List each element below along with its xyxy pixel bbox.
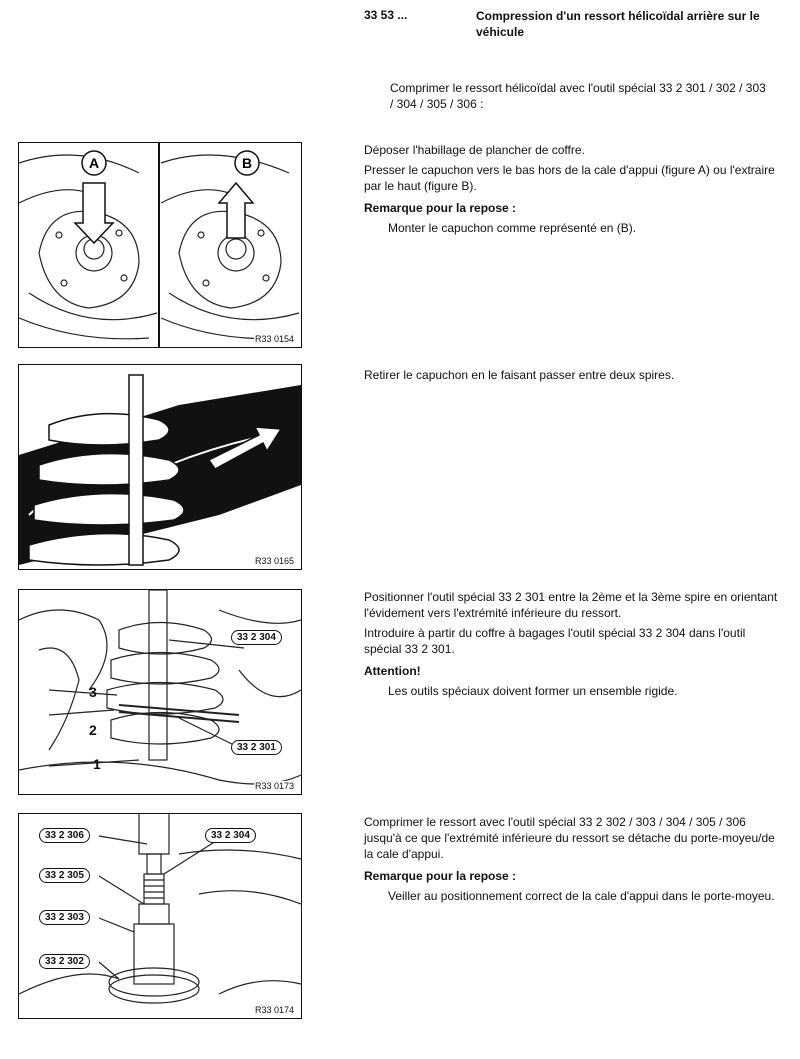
tool-callout-301: 33 2 301 [231, 740, 282, 755]
callout-number-3: 3 [89, 684, 97, 700]
tool-callout-302: 33 2 302 [39, 954, 90, 969]
figure-compression-tools [18, 813, 302, 1019]
intro-text: Comprimer le ressort hélicoïdal avec l'outil spécial 33 2 301 / 302 / 303 / 304 / 305 / 306 : [390, 81, 766, 111]
figure-ref: R33 0154 [254, 334, 294, 344]
figure-ref: R33 0174 [254, 1005, 294, 1015]
intro-block [390, 80, 770, 116]
note-title: Remarque pour la repose : [364, 869, 517, 883]
section-cap-removal [364, 142, 784, 240]
note-title: Remarque pour la repose : [364, 201, 517, 215]
step-text: Retirer le capuchon en le faisant passer entre deux spires. [364, 368, 675, 382]
callout-number-1: 1 [93, 756, 101, 772]
step-text: Comprimer le ressort avec l'outil spécial 33 2 302 / 303 / 304 / 305 / 306 jusqu'à ce que l'extrémité inférieure du ressort se détache du porte-moyeu/de la cale d'appui. [364, 815, 775, 861]
section-compression [364, 814, 784, 908]
figure-cap-between-coils [18, 364, 302, 570]
section-code: 33 53 ... [364, 8, 408, 22]
step-text: Déposer l'habillage de plancher de coffre. [364, 143, 585, 157]
figure-tool-301-304 [18, 589, 302, 795]
figure-label-a: A [88, 155, 100, 171]
note-text: Les outils spéciaux doivent former un ensemble rigide. [388, 684, 678, 698]
tool-callout-304: 33 2 304 [231, 630, 282, 645]
figure-cap-removal-drawing [19, 143, 301, 347]
section-cap-between-coils [364, 367, 784, 387]
note-title: Attention! [364, 664, 421, 678]
page-title: Compression d'un ressort hélicoïdal arrière sur le véhicule [476, 9, 760, 39]
figure-ref: R33 0173 [254, 781, 294, 791]
tool-callout-305: 33 2 305 [39, 868, 90, 883]
figure-cap-removal [18, 142, 302, 348]
figure-tool-301-304-drawing [19, 590, 301, 794]
section-tool-301-304 [364, 589, 784, 703]
note-text: Monter le capuchon comme représenté en (B). [388, 221, 637, 235]
figure-ref: R33 0165 [254, 556, 294, 566]
note-text: Veiller au positionnement correct de la cale d'appui dans le porte-moyeu. [388, 889, 775, 903]
figure-label-b: B [241, 155, 253, 171]
step-text: Introduire à partir du coffre à bagages l'outil spécial 33 2 304 dans l'outil spécial 33 2 301. [364, 626, 746, 656]
tool-callout-303: 33 2 303 [39, 910, 90, 925]
callout-number-2: 2 [89, 722, 97, 738]
figure-cap-between-coils-drawing [19, 365, 301, 569]
step-text: Positionner l'outil spécial 33 2 301 entre la 2ème et la 3ème spire en orientant l'évidement vers l'extrémité inférieure du ressort. [364, 590, 778, 620]
step-text: Presser le capuchon vers le bas hors de la cale d'appui (figure A) ou l'extraire par le haut (figure B). [364, 163, 775, 193]
tool-callout-304: 33 2 304 [205, 828, 256, 843]
tool-callout-306: 33 2 306 [39, 828, 90, 843]
